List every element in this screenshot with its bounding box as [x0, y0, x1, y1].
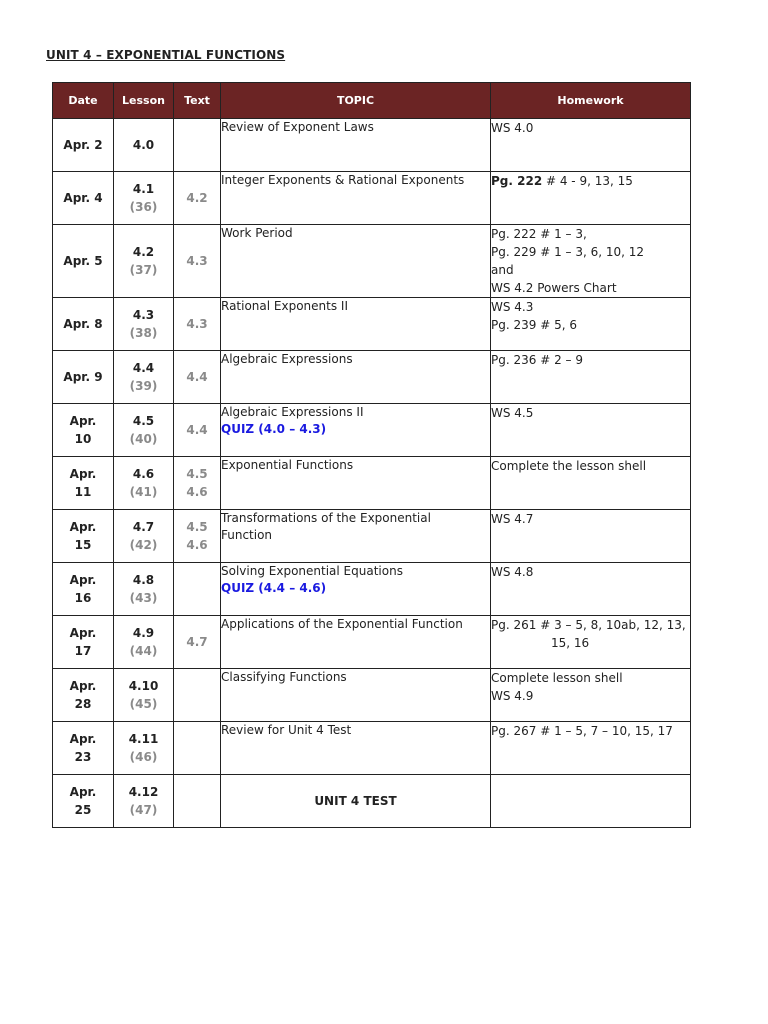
- topic-text: Solving Exponential Equations: [221, 564, 403, 578]
- text-section: 4.2: [186, 191, 208, 205]
- lesson-day-number: (39): [129, 379, 158, 393]
- date-text: 11: [74, 485, 92, 499]
- lesson-day-number: (40): [129, 432, 158, 446]
- text-section-cell: [174, 722, 221, 775]
- lesson-day-number: (37): [129, 263, 158, 277]
- lesson-number: 4.5: [132, 414, 155, 428]
- text-section: 4.4: [186, 370, 208, 384]
- text-section-cell: [174, 351, 221, 404]
- text-section-cell: [174, 616, 221, 669]
- text-section-cell: [174, 457, 221, 510]
- lesson-cell: [114, 351, 174, 404]
- lesson-day-number: (44): [129, 644, 158, 658]
- lesson-number: 4.10: [128, 679, 159, 693]
- lesson-cell: [114, 616, 174, 669]
- topic-text: Applications of the Exponential Function: [221, 617, 463, 631]
- text-section-cell: [174, 298, 221, 351]
- date-cell: [53, 563, 114, 616]
- homework-line: [491, 172, 690, 190]
- lesson-number: 4.4: [132, 361, 155, 375]
- date-text: Apr.: [69, 732, 97, 746]
- topic-text: Function: [221, 528, 273, 542]
- header-row: [53, 83, 691, 119]
- lesson-day-number: (38): [129, 326, 158, 340]
- text-section-cell: [174, 172, 221, 225]
- header-homework: Homework: [491, 83, 691, 119]
- lesson-cell: [114, 457, 174, 510]
- topic-cell: [221, 172, 491, 225]
- date-text: Apr. 4: [63, 191, 103, 205]
- homework-cell: [491, 722, 691, 775]
- schedule-table: [52, 82, 691, 828]
- homework-cell: [491, 298, 691, 351]
- table-row: [53, 510, 691, 563]
- homework-line: Complete the lesson shell: [491, 459, 647, 473]
- topic-text: Review of Exponent Laws: [221, 120, 374, 134]
- date-text: Apr.: [69, 785, 97, 799]
- text-section: 4.5: [186, 467, 208, 481]
- homework-line: WS 4.0: [491, 121, 534, 135]
- table-row: [53, 172, 691, 225]
- unit-test-label: UNIT 4 TEST: [314, 793, 397, 808]
- topic-text: Transformations of the Exponential: [221, 511, 431, 525]
- homework-line-continued: 15, 16: [551, 636, 590, 650]
- text-section-cell: [174, 225, 221, 298]
- lesson-number: 4.1: [132, 182, 155, 196]
- homework-cell: [491, 225, 691, 298]
- header-lesson: Lesson: [114, 83, 174, 119]
- lesson-number: 4.11: [128, 732, 159, 746]
- date-cell: [53, 225, 114, 298]
- table-row: [53, 563, 691, 616]
- date-text: 28: [74, 697, 92, 711]
- date-text: Apr.: [69, 679, 97, 693]
- lesson-cell: [114, 225, 174, 298]
- topic-cell: [221, 225, 491, 298]
- topic-cell: [221, 457, 491, 510]
- topic-text: Work Period: [221, 226, 293, 240]
- date-cell: [53, 172, 114, 225]
- homework-line: WS 4.3: [491, 300, 534, 314]
- text-section: 4.5: [186, 520, 208, 534]
- lesson-cell: [114, 510, 174, 563]
- lesson-cell: [114, 722, 174, 775]
- date-cell: [53, 616, 114, 669]
- date-cell: [53, 457, 114, 510]
- lesson-day-number: (45): [129, 697, 158, 711]
- homework-cell: [491, 119, 691, 172]
- table-row: [53, 404, 691, 457]
- date-text: Apr.: [69, 626, 97, 640]
- table-row: [53, 457, 691, 510]
- topic-text: Integer Exponents & Rational Exponents: [221, 173, 465, 187]
- table-row: [53, 119, 691, 172]
- date-text: Apr.: [69, 414, 97, 428]
- text-section-cell: [174, 119, 221, 172]
- homework-line: WS 4.7: [491, 512, 534, 526]
- date-cell: [53, 351, 114, 404]
- lesson-number: 4.12: [128, 785, 159, 799]
- header-text: Text: [174, 83, 221, 119]
- lesson-day-number: (46): [129, 750, 158, 764]
- schedule-body: [53, 119, 691, 828]
- lesson-cell: [114, 775, 174, 828]
- lesson-number: 4.8: [132, 573, 155, 587]
- date-cell: [53, 510, 114, 563]
- homework-cell: [491, 351, 691, 404]
- date-cell: [53, 298, 114, 351]
- lesson-cell: [114, 172, 174, 225]
- homework-line: WS 4.5: [491, 406, 534, 420]
- topic-cell: [221, 510, 491, 563]
- date-text: Apr. 8: [63, 317, 103, 331]
- homework-cell: [491, 457, 691, 510]
- topic-cell: [221, 722, 491, 775]
- topic-text: Review for Unit 4 Test: [221, 723, 352, 737]
- date-text: Apr.: [69, 573, 97, 587]
- date-cell: [53, 669, 114, 722]
- topic-cell: [221, 563, 491, 616]
- date-text: 15: [74, 538, 92, 552]
- table-row: [53, 298, 691, 351]
- homework-cell: [491, 172, 691, 225]
- homework-text: # 4 - 9, 13, 15: [542, 174, 633, 188]
- homework-line: Pg. 239 # 5, 6: [491, 318, 577, 332]
- text-section: 4.4: [186, 423, 208, 437]
- lesson-number: 4.6: [132, 467, 155, 481]
- topic-cell: [221, 298, 491, 351]
- homework-cell: [491, 404, 691, 457]
- date-cell: [53, 404, 114, 457]
- lesson-day-number: (36): [129, 200, 158, 214]
- date-cell: [53, 722, 114, 775]
- lesson-day-number: (43): [129, 591, 158, 605]
- page-title: UNIT 4 – EXPONENTIAL FUNCTIONS: [46, 48, 286, 62]
- lesson-cell: [114, 563, 174, 616]
- date-text: 25: [74, 803, 92, 817]
- topic-cell: [221, 616, 491, 669]
- homework-line: Pg. 267 # 1 – 5, 7 – 10, 15, 17: [491, 724, 673, 738]
- topic-cell: [221, 669, 491, 722]
- table-row: [53, 616, 691, 669]
- date-text: Apr. 9: [63, 370, 103, 384]
- quiz-label: QUIZ (4.0 – 4.3): [221, 422, 327, 436]
- homework-line: Pg. 229 # 1 – 3, 6, 10, 12: [491, 245, 645, 259]
- header-date: Date: [53, 83, 114, 119]
- topic-text: Algebraic Expressions: [221, 352, 353, 366]
- lesson-cell: [114, 119, 174, 172]
- text-section-cell: [174, 510, 221, 563]
- text-section: 4.6: [186, 538, 208, 552]
- homework-line: Complete lesson shell: [491, 671, 623, 685]
- text-section-cell: [174, 669, 221, 722]
- quiz-label: QUIZ (4.4 – 4.6): [221, 581, 327, 595]
- header-topic: TOPIC: [221, 83, 491, 119]
- lesson-day-number: (47): [129, 803, 158, 817]
- homework-cell: [491, 510, 691, 563]
- date-text: 16: [74, 591, 92, 605]
- homework-cell: [491, 563, 691, 616]
- homework-line: WS 4.2 Powers Chart: [491, 281, 617, 295]
- text-section-cell: [174, 775, 221, 828]
- text-section: 4.3: [186, 317, 208, 331]
- date-text: Apr. 5: [63, 254, 103, 268]
- homework-cell: [491, 669, 691, 722]
- date-cell: [53, 775, 114, 828]
- topic-text: Classifying Functions: [221, 670, 347, 684]
- table-row: [53, 775, 691, 828]
- lesson-number: 4.2: [132, 245, 155, 259]
- text-section: 4.6: [186, 485, 208, 499]
- text-section: 4.3: [186, 254, 208, 268]
- homework-line: WS 4.8: [491, 565, 534, 579]
- lesson-day-number: (41): [129, 485, 158, 499]
- lesson-number: 4.3: [132, 308, 155, 322]
- lesson-cell: [114, 298, 174, 351]
- date-text: 10: [74, 432, 92, 446]
- homework-line: Pg. 261 # 3 – 5, 8, 10ab, 12, 13,: [491, 618, 686, 632]
- table-row: [53, 669, 691, 722]
- topic-text: Rational Exponents II: [221, 299, 349, 313]
- lesson-number: 4.7: [132, 520, 155, 534]
- date-text: Apr. 2: [63, 138, 103, 152]
- text-section: 4.7: [186, 635, 208, 649]
- lesson-number: 4.0: [132, 138, 155, 152]
- homework-cell: [491, 775, 691, 828]
- lesson-cell: [114, 404, 174, 457]
- lesson-day-number: (42): [129, 538, 158, 552]
- homework-line: and: [491, 263, 514, 277]
- homework-line: Pg. 236 # 2 – 9: [491, 353, 583, 367]
- date-text: 23: [74, 750, 92, 764]
- topic-text: Algebraic Expressions II: [221, 405, 364, 419]
- homework-cell: [491, 616, 691, 669]
- date-cell: [53, 119, 114, 172]
- lesson-number: 4.9: [132, 626, 155, 640]
- homework-line: Pg. 222 # 1 – 3,: [491, 227, 587, 241]
- topic-cell: [221, 775, 491, 828]
- topic-cell: [221, 351, 491, 404]
- date-text: Apr.: [69, 520, 97, 534]
- date-text: Apr.: [69, 467, 97, 481]
- table-row: [53, 722, 691, 775]
- text-section-cell: [174, 563, 221, 616]
- table-row: [53, 225, 691, 298]
- topic-cell: [221, 404, 491, 457]
- topic-cell: [221, 119, 491, 172]
- lesson-cell: [114, 669, 174, 722]
- table-row: [53, 351, 691, 404]
- date-text: 17: [74, 644, 92, 658]
- homework-page-bold: Pg. 222: [491, 174, 543, 188]
- text-section-cell: [174, 404, 221, 457]
- topic-text: Exponential Functions: [221, 458, 354, 472]
- homework-line: WS 4.9: [491, 689, 534, 703]
